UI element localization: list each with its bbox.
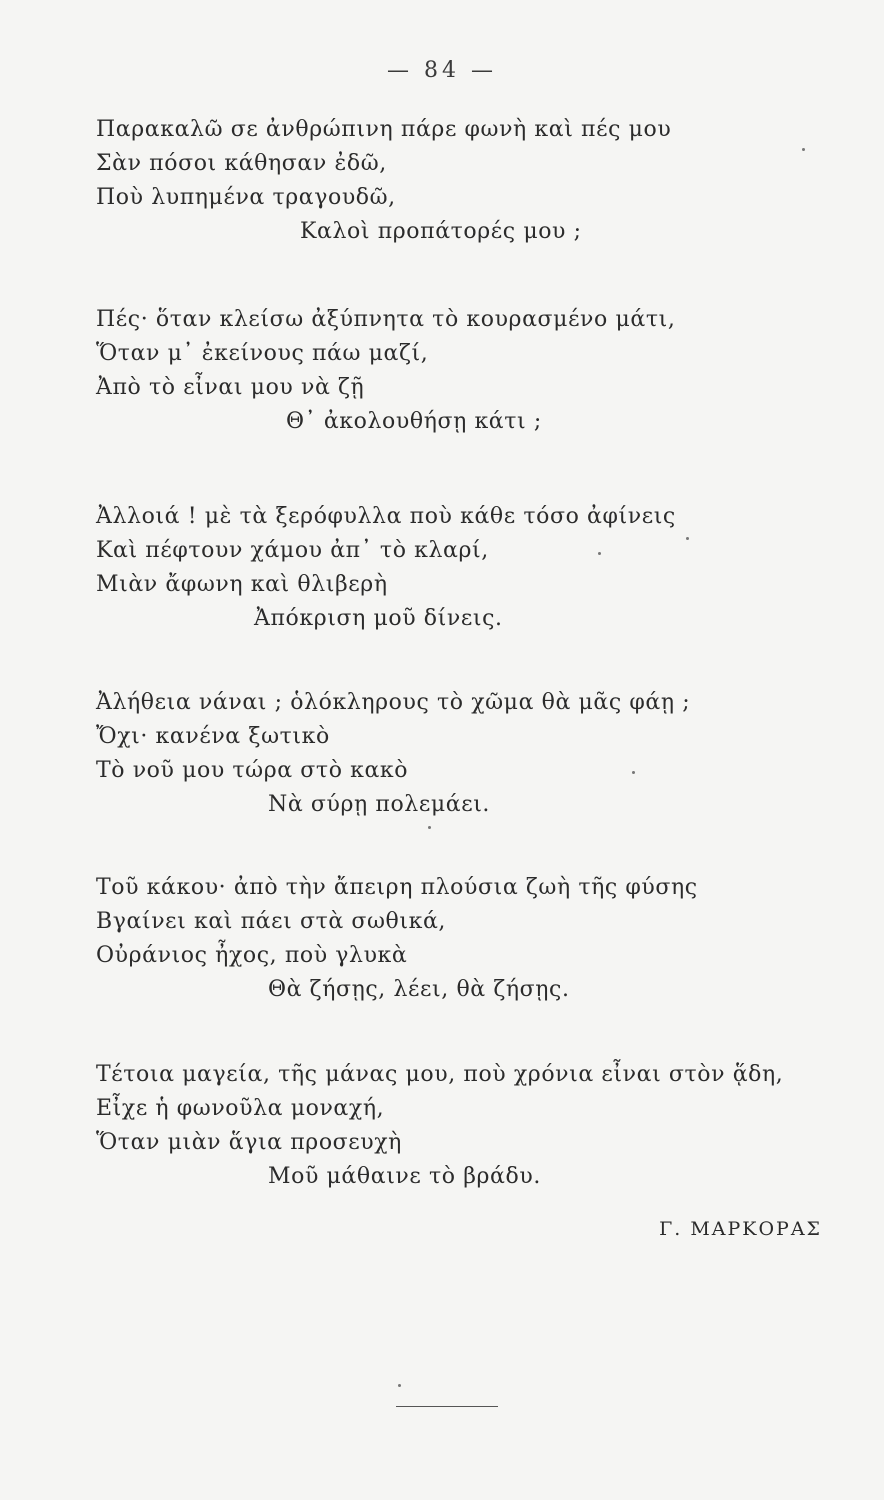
verse-line: Μιὰν ἄφωνη καὶ θλιβερὴ xyxy=(96,572,388,597)
verse-line: Ὅταν μιὰν ἅγια προσευχὴ xyxy=(96,1130,402,1155)
print-speck xyxy=(398,1384,401,1387)
stanza-5 xyxy=(96,871,816,1007)
verse-line: Ποὺ λυπημένα τραγουδῶ, xyxy=(96,185,396,210)
verse-line: Τὸ νοῦ μου τώρα στὸ κακὸ xyxy=(96,758,409,783)
stanza-6 xyxy=(96,1058,816,1194)
print-speck xyxy=(802,148,805,151)
verse-line-indented: Ἀπόκριση μοῦ δίνεις. xyxy=(254,606,503,631)
verse-line: Εἶχε ἡ φωνοῦλα μοναχή, xyxy=(96,1096,385,1121)
stanza-1 xyxy=(96,113,816,249)
author-signature: Γ. ΜΑΡΚΟΡΑΣ xyxy=(659,1218,822,1240)
closing-rule xyxy=(396,1406,498,1407)
print-speck xyxy=(686,537,689,540)
verse-line: Οὐράνιος ἦχος, ποὺ γλυκὰ xyxy=(96,943,408,968)
verse-line-indented: Μοῦ μάθαινε τὸ βράδυ. xyxy=(268,1164,541,1189)
verse-line: Τοῦ κάκου· ἀπὸ τὴν ἄπειρη πλούσια ζωὴ τῆς φύσης xyxy=(96,875,698,900)
page-number: — 84 — xyxy=(387,58,497,83)
print-speck xyxy=(428,826,431,829)
verse-line: Σὰν πόσοι κάθησαν ἐδῶ, xyxy=(96,151,387,176)
verse-line-indented: Θ᾽ ἀκολουθήσῃ κάτι ; xyxy=(286,409,542,434)
verse-line: Πές· ὅταν κλείσω ἀξύπνητα τὸ κουρασμένο μάτι, xyxy=(96,307,676,332)
verse-line: Βγαίνει καὶ πάει στὰ σωθικά, xyxy=(96,909,447,934)
verse-line-indented: Θὰ ζήσῃς, λέει, θὰ ζήσῃς. xyxy=(268,977,570,1002)
stanza-3 xyxy=(96,500,816,636)
verse-line-indented: Νὰ σύρῃ πολεμάει. xyxy=(268,792,491,817)
print-speck xyxy=(598,552,601,555)
verse-line-indented: Καλοὶ προπάτορές μου ; xyxy=(300,219,582,244)
stanza-4 xyxy=(96,686,816,822)
verse-line: Ὄχι· κανένα ξωτικὸ xyxy=(96,724,330,749)
verse-line: Παρακαλῶ σε ἀνθρώπινη πάρε φωνὴ καὶ πές μου xyxy=(96,117,672,142)
print-speck xyxy=(632,771,635,774)
stanza-2 xyxy=(96,303,816,439)
verse-line: Καὶ πέφτουν χάμου ἀπ᾽ τὸ κλαρί, xyxy=(96,538,489,563)
verse-line: Ἀπὸ τὸ εἶναι μου νὰ ζῇ xyxy=(96,375,365,400)
verse-line: Ἀλήθεια νάναι ; ὁλόκληρους τὸ χῶμα θὰ μᾶς φάῃ ; xyxy=(96,690,691,715)
verse-line: Ὅταν μ᾽ ἐκείνους πάω μαζί, xyxy=(96,341,429,366)
verse-line: Ἀλλοιά ! μὲ τὰ ξερόφυλλα ποὺ κάθε τόσο ἀφίνεις xyxy=(96,504,676,529)
verse-line: Τέτοια μαγεία, τῆς μάνας μου, ποὺ χρόνια εἶναι στὸν ᾅδη, xyxy=(96,1062,784,1087)
